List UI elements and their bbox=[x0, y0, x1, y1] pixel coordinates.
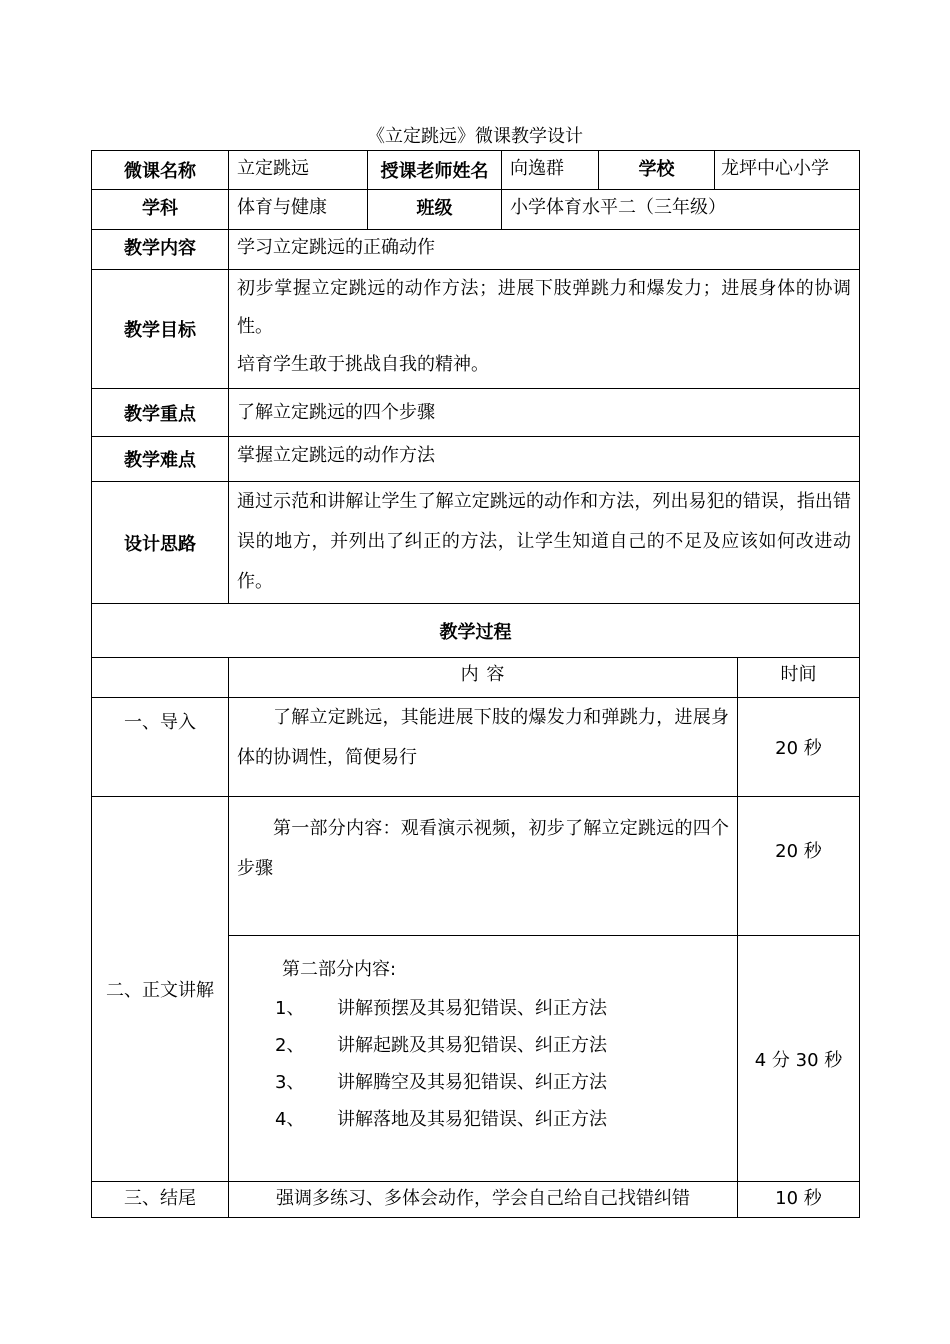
ending-label: 三、结尾 bbox=[92, 1182, 229, 1218]
body-part2-heading: 第二部分内容: bbox=[282, 959, 397, 980]
process-title-row bbox=[92, 604, 860, 658]
intro-label: 一、导入 bbox=[92, 698, 229, 797]
process-title: 教学过程 bbox=[92, 604, 860, 658]
list-item-text: 讲解预摆及其易犯错误、纠正方法 bbox=[337, 998, 607, 1019]
body-part2-time: 4 分 30 秒 bbox=[738, 936, 860, 1182]
key-point-row bbox=[92, 389, 860, 437]
body-part2-content bbox=[229, 936, 738, 1182]
key-point-value: 了解立定跳远的四个步骤 bbox=[229, 389, 860, 437]
list-item-number: 2、 bbox=[275, 1035, 305, 1056]
intro-time: 20 秒 bbox=[738, 698, 860, 797]
school-label: 学校 bbox=[599, 151, 715, 190]
document-title: 《立定跳远》微课教学设计 bbox=[367, 126, 583, 147]
class-value: 小学体育水平二（三年级） bbox=[502, 190, 860, 230]
body-part1-text: 第一部分内容：观看演示视频，初步了解立定跳远的四个步骤 bbox=[229, 797, 738, 936]
process-header-empty bbox=[92, 658, 229, 698]
list-item bbox=[237, 1027, 729, 1064]
difficulty-value: 掌握立定跳远的动作方法 bbox=[229, 437, 860, 482]
list-item-number: 1、 bbox=[275, 998, 305, 1019]
goal-label: 教学目标 bbox=[92, 270, 229, 389]
lesson-plan-table bbox=[91, 150, 860, 1218]
process-header-row bbox=[92, 658, 860, 698]
process-header-time: 时间 bbox=[738, 658, 860, 698]
difficulty-label: 教学难点 bbox=[92, 437, 229, 482]
goal-row bbox=[92, 270, 860, 389]
list-item-text: 讲解起跳及其易犯错误、纠正方法 bbox=[337, 1035, 607, 1056]
info-row-2 bbox=[92, 190, 860, 230]
list-item-text: 讲解腾空及其易犯错误、纠正方法 bbox=[337, 1072, 607, 1093]
list-item bbox=[237, 1064, 729, 1101]
design-value: 通过示范和讲解让学生了解立定跳远的动作和方法，列出易犯的错误，指出错误的地方，并列出了纠正的方法，让学生知道自己的不足及应该如何改进动作。 bbox=[229, 482, 860, 604]
content-row bbox=[92, 230, 860, 270]
course-name-label: 微课名称 bbox=[92, 151, 229, 190]
teacher-label: 授课老师姓名 bbox=[368, 151, 502, 190]
subject-label: 学科 bbox=[92, 190, 229, 230]
list-item bbox=[237, 990, 729, 1027]
key-point-label: 教学重点 bbox=[92, 389, 229, 437]
ending-time: 10 秒 bbox=[738, 1182, 860, 1218]
body-label: 二、正文讲解 bbox=[92, 797, 229, 1182]
content-label: 教学内容 bbox=[92, 230, 229, 270]
info-row-1 bbox=[92, 151, 860, 190]
teacher-value: 向逸群 bbox=[502, 151, 599, 190]
list-item-text: 讲解落地及其易犯错误、纠正方法 bbox=[337, 1109, 607, 1130]
content-value: 学习立定跳远的正确动作 bbox=[229, 230, 860, 270]
school-value: 龙坪中心小学 bbox=[715, 151, 860, 190]
design-row bbox=[92, 482, 860, 604]
course-name-value: 立定跳远 bbox=[229, 151, 368, 190]
intro-text: 了解立定跳远，其能进展下肢的爆发力和弹跳力，进展身体的协调性，简便易行 bbox=[229, 698, 738, 797]
list-item-number: 4、 bbox=[275, 1109, 305, 1130]
ending-text: 强调多练习、多体会动作，学会自己给自己找错纠错 bbox=[229, 1182, 738, 1218]
difficulty-row bbox=[92, 437, 860, 482]
subject-value: 体育与健康 bbox=[229, 190, 368, 230]
body-part1-time: 20 秒 bbox=[738, 797, 860, 936]
intro-row bbox=[92, 698, 860, 797]
goal-line-2: 培育学生敢于挑战自我的精神。 bbox=[237, 354, 489, 375]
design-label: 设计思路 bbox=[92, 482, 229, 604]
body-part1-row bbox=[92, 797, 860, 936]
ending-row bbox=[92, 1182, 860, 1218]
list-item-number: 3、 bbox=[275, 1072, 305, 1093]
list-item bbox=[237, 1101, 729, 1138]
goal-value bbox=[229, 270, 860, 389]
process-header-content: 内 容 bbox=[229, 658, 738, 698]
class-label: 班级 bbox=[368, 190, 502, 230]
goal-line-1: 初步掌握立定跳远的动作方法；进展下肢弹跳力和爆发力；进展身体的协调性。 bbox=[237, 278, 851, 337]
